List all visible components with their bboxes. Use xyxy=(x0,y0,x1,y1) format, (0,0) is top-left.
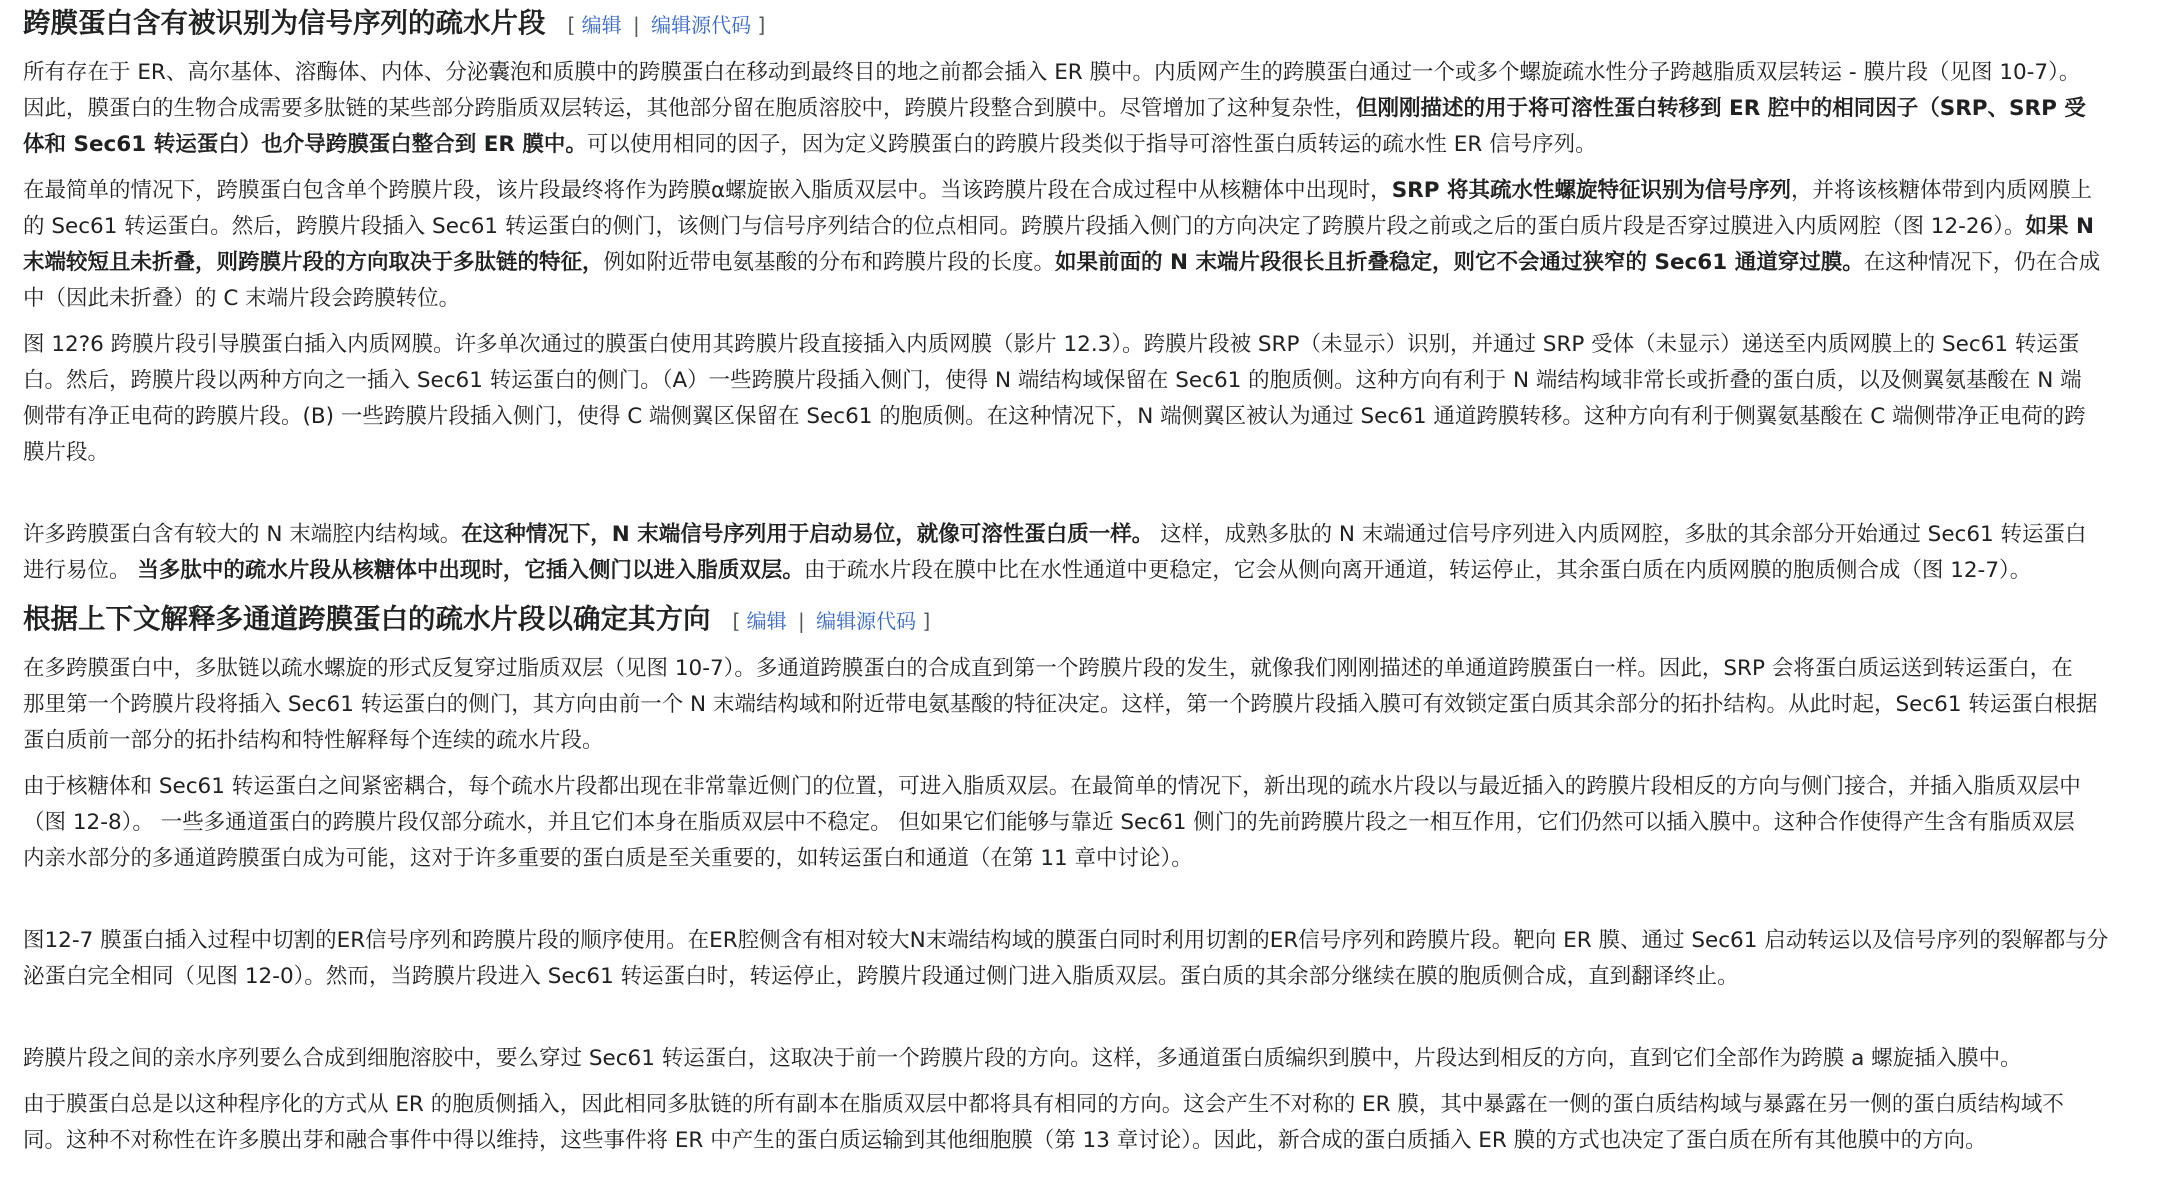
edit-section-links: [ 编辑 | 编辑源代码 ] xyxy=(732,609,931,633)
section-heading xyxy=(23,0,2168,45)
paragraph-1: 所有存在于 ER、高尔基体、溶酶体、内体、分泌囊泡和质膜中的跨膜蛋白在移动到最终目的地之前都会插入 ER 膜中。内质网产生的跨膜蛋白通过一个或多个螺旋疏水性分子跨越脂质双层转运 - 膜片段（见图 10-7）。 因此，膜蛋白的生物合成需要多肽链的某些部分跨脂质双层转运，其他部分留在胞质溶胶中，跨膜片段整合到膜中。尽管增加了这种复杂性，但刚刚描述的用于将可溶性蛋白转移到 ER 腔中的相同因子（SRP、SRP 受 体和 Sec61 转运蛋白）也介导跨膜蛋白整合到 ER 膜中。可以使用相同的因子，因为定义跨膜蛋白的跨膜片段类似于指导可溶性蛋白质转运的疏水性 ER 信号序列。 xyxy=(23,60,2086,157)
paragraph-emphasis: SRP 将其疏水性螺旋特征识别为信号序列 xyxy=(1391,178,1791,203)
paragraph-emphasis: 如果 N 末端较短且未折叠，则跨膜片段的方向取决于多肽链的特征， xyxy=(23,214,2094,275)
edit-section-links: [ 编辑 | 编辑源代码 ] xyxy=(567,13,766,37)
paragraph-9: 由于膜蛋白总是以这种程序化的方式从 ER 的胞质侧插入，因此相同多肽链的所有副本在脂质双层中都将具有相同的方向。这会产生不对称的 ER 膜，其中暴露在一侧的蛋白质结构域与暴露在另一侧的蛋白质结构域不 同。这种不对称性在许多膜出芽和融合事件中得以维持，这些事件将 ER 中产生的蛋白质运输到其他细胞膜（第 13 章讨论）。因此，新合成的蛋白质插入 ER 膜的方式也决定了蛋白质在所有其他膜中的方向。 xyxy=(23,1092,2064,1153)
paragraph-emphasis: 在这种情况下，N 末端信号序列用于启动易位，就像可溶性蛋白质一样。 xyxy=(461,522,1154,547)
edit-link[interactable]: 编辑 xyxy=(581,13,622,37)
figure-caption-12-6: 图 12?6 跨膜片段引导膜蛋白插入内质网膜。许多单次通过的膜蛋白使用其跨膜片段直接插入内质网膜（影片 12.3）。跨膜片段被 SRP（未显示）识别，并通过 SRP 受体（未显示）递送至内质网膜上的 Sec61 转运蛋 白。然后，跨膜片段以两种方向之一插入 Sec61 转运蛋白的侧门。（A）一些跨膜片段插入侧门，使得 N 端结构域保留在 Sec61 的胞质侧。这种方向有利于 N 端结构域非常长或折叠的蛋白质，以及侧翼氨基酸在 N 端 侧带有净正电荷的跨膜片段。(B) 一些跨膜片段插入侧门，使得 C 端侧翼区保留在 Sec61 的胞质侧。在这种情况下，N 端侧翼区被认为通过 Sec61 通道跨膜转移。这种方向有利于侧翼氨基酸在 C 端侧带净正电荷的跨 膜片段。 xyxy=(23,332,2086,465)
edit-source-link[interactable]: 编辑源代码 xyxy=(651,13,752,37)
paragraph-emphasis: 当多肽中的疏水片段从核糖体中出现时，它插入侧门以进入脂质双层。 xyxy=(137,558,804,583)
figure-caption-12-7: 图12-7 膜蛋白插入过程中切割的ER信号序列和跨膜片段的顺序使用。在ER腔侧含有相对较大N末端结构域的膜蛋白同时利用切割的ER信号序列和跨膜片段。靶向 ER 膜、通过 Sec61 启动转运以及信号序列的裂解都与分 泌蛋白完全相同（见图 12-0）。然而，当跨膜片段进入 Sec61 转运蛋白时，转运停止，跨膜片段通过侧门进入脂质双层。蛋白质的其余部分继续在膜的胞质侧合成，直到翻译终止。 xyxy=(23,928,2109,989)
paragraph-4: 许多跨膜蛋白含有较大的 N 末端腔内结构域。在这种情况下，N 末端信号序列用于启动易位，就像可溶性蛋白质一样。 这样，成熟多肽的 N 末端通过信号序列进入内质网腔，多肽的其余部分开始通过 Sec61 转运蛋白 进行易位。 当多肽中的疏水片段从核糖体中出现时，它插入侧门以进入脂质双层。由于疏水片段在膜中比在水性通道中更稳定，它会从侧向离开通道，转运停止，其余蛋白质在内质网膜的胞质侧合成（图 12-7）。 xyxy=(23,522,2087,583)
paragraph-emphasis: 如果前面的 N 末端片段很长且折叠稳定，则它不会通过狭窄的 Sec61 通道穿过膜。 xyxy=(1055,250,1864,275)
paragraph-8: 跨膜片段之间的亲水序列要么合成到细胞溶胶中，要么穿过 Sec61 转运蛋白，这取决于前一个跨膜片段的方向。这样，多通道蛋白质编织到膜中，片段达到相反的方向，直到它们全部作为跨膜 a 螺旋插入膜中。 xyxy=(23,1046,2022,1071)
section-heading-text: 根据上下文解释多通道跨膜蛋白的疏水片段以确定其方向 xyxy=(23,603,711,635)
paragraph-6: 由于核糖体和 Sec61 转运蛋白之间紧密耦合，每个疏水片段都出现在非常靠近侧门的位置，可进入脂质双层。在最简单的情况下，新出现的疏水片段以与最近插入的跨膜片段相反的方向与侧门接合，并插入脂质双层中 （图 12-8）。 一些多通道蛋白的跨膜片段仅部分疏水，并且它们本身在脂质双层中不稳定。 但如果它们能够与靠近 Sec61 侧门的先前跨膜片段之一相互作用，它们仍然可以插入膜中。这种合作使得产生含有脂质双层 内亲水部分的多通道跨膜蛋白成为可能，这对于许多重要的蛋白质是至关重要的，如转运蛋白和通道（在第 11 章中讨论）。 xyxy=(23,774,2081,871)
section-heading xyxy=(23,599,2168,641)
paragraph-5: 在多跨膜蛋白中，多肽链以疏水螺旋的形式反复穿过脂质双层（见图 10-7）。多通道跨膜蛋白的合成直到第一个跨膜片段的发生，就像我们刚刚描述的单通道跨膜蛋白一样。因此，SRP 会将蛋白质运送到转运蛋白，在 那里第一个跨膜片段将插入 Sec61 转运蛋白的侧门，其方向由前一个 N 末端结构域和附近带电氨基酸的特征决定。这样，第一个跨膜片段插入膜可有效锁定蛋白质其余部分的拓扑结构。从此时起，Sec61 转运蛋白根据 蛋白质前一部分的拓扑结构和特性解释每个连续的疏水片段。 xyxy=(23,656,2098,753)
edit-source-link[interactable]: 编辑源代码 xyxy=(816,609,917,633)
paragraph-2: 在最简单的情况下，跨膜蛋白包含单个跨膜片段，该片段最终将作为跨膜α螺旋嵌入脂质双层中。当该跨膜片段在合成过程中从核糖体中出现时，SRP 将其疏水性螺旋特征识别为信号序列，并将该核糖体带到内质网膜上 的 Sec61 转运蛋白。然后，跨膜片段插入 Sec61 转运蛋白的侧门，该侧门与信号序列结合的位点相同。跨膜片段插入侧门的方向决定了跨膜片段之前或之后的蛋白质片段是否穿过膜进入内质网腔（图 12-26）。如果 N 末端较短且未折叠，则跨膜片段的方向取决于多肽链的特征，例如附近带电氨基酸的分布和跨膜片段的长度。如果前面的 N 末端片段很长且折叠稳定，则它不会通过狭窄的 Sec61 通道穿过膜。在这种情况下，仍在合成 中（因此未折叠）的 C 末端片段会跨膜转位。 xyxy=(23,178,2101,311)
paragraph-emphasis: 但刚刚描述的用于将可溶性蛋白转移到 ER 腔中的相同因子（SRP、SRP 受 体和 Sec61 转运蛋白）也介导跨膜蛋白整合到 ER 膜中。 xyxy=(23,96,2086,157)
edit-link[interactable]: 编辑 xyxy=(746,609,787,633)
section-heading-text: 跨膜蛋白含有被识别为信号序列的疏水片段 xyxy=(23,7,546,39)
